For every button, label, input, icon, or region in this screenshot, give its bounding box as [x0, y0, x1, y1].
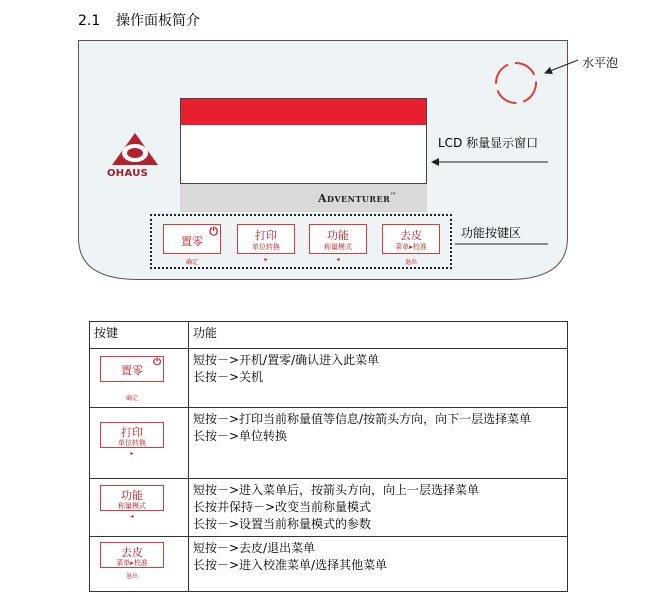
zero-key-label: 置零: [181, 235, 203, 248]
function-cell: [189, 408, 568, 479]
tare-key-image-below: 退出: [125, 573, 138, 580]
table-row: [90, 537, 568, 592]
zero-key-image: [100, 356, 164, 382]
function-line: 长按－>进入校准菜单/选择其他菜单: [193, 558, 388, 572]
table-row: [90, 349, 568, 408]
zero-key-below: 确定: [185, 259, 198, 266]
function-line: 长按－>关机: [193, 370, 264, 384]
brand-ohaus: OHAUS: [107, 168, 149, 179]
function-key-sub: 称量模式: [324, 243, 352, 251]
print-key-image: [100, 422, 164, 448]
function-key-image-label: 功能: [121, 489, 143, 502]
print-key-image-label: 打印: [121, 426, 143, 439]
function-key-label: 功能: [327, 229, 349, 242]
function-line: 短按－>开机/置零/确认进入此菜单: [193, 353, 380, 367]
header-key: 按键: [90, 322, 189, 349]
tare-key-image: [100, 542, 164, 568]
function-key[interactable]: [309, 224, 367, 254]
tare-key-below: 退出: [404, 259, 417, 266]
function-cell: [189, 349, 568, 408]
function-line: 短按－>进入菜单后，按箭头方向，向上一层选择菜单: [193, 483, 480, 497]
section-title: 操作面板简介: [116, 13, 200, 29]
zero-key-image-below: 确定: [125, 395, 138, 402]
function-line: 短按－>打印当前称量值等信息/按箭头方向，向下一层选择菜单: [193, 412, 532, 426]
print-key-arrow: ▸: [264, 256, 268, 263]
table-row: [90, 479, 568, 537]
function-cell: [189, 537, 568, 592]
function-key-arrow: ◂: [336, 256, 340, 263]
print-key-sub: 单位转换: [252, 243, 280, 251]
function-cell: [189, 479, 568, 537]
callout-level-bubble: 水平泡: [582, 56, 619, 70]
section-number: 2.1: [78, 13, 101, 29]
print-key[interactable]: [237, 224, 295, 254]
function-key-image: [100, 485, 164, 511]
zero-key[interactable]: [163, 224, 221, 254]
key-function-table: [89, 321, 568, 592]
function-key-image-sub: 称量模式: [118, 502, 146, 510]
zero-key-image-label: 置零: [121, 364, 143, 377]
tare-key-image-sub: 菜单▸校准: [116, 559, 148, 567]
tare-key-label: 去皮: [400, 229, 422, 242]
function-line: 长按并保持－>改变当前称量模式: [193, 500, 372, 514]
key-cell: [90, 537, 189, 592]
key-cell: [90, 479, 189, 537]
table-header-row: [90, 322, 568, 349]
tare-key[interactable]: [382, 224, 440, 254]
tare-key-image-label: 去皮: [121, 546, 143, 559]
key-cell: [90, 349, 189, 408]
print-key-label: 打印: [255, 229, 277, 242]
callout-key-area: 功能按键区: [461, 226, 522, 240]
key-cell: [90, 408, 189, 479]
tare-key-sub: 菜单▸校准: [395, 243, 427, 251]
function-line: 长按－>设置当前称量模式的参数: [193, 517, 372, 531]
callout-lcd: LCD 称量显示窗口: [438, 136, 539, 150]
header-function: 功能: [189, 322, 568, 349]
power-icon: ⏻: [209, 225, 218, 238]
print-key-image-sub: 单位转换: [118, 439, 146, 447]
model-name-text: Adventurer: [318, 192, 391, 205]
trademark: ™: [390, 192, 397, 199]
print-key-image-arrow: ▸: [130, 450, 134, 457]
table-row: [90, 408, 568, 479]
function-line: 长按－>单位转换: [193, 429, 288, 443]
function-key-image-arrow: ◂: [130, 513, 134, 520]
function-line: 短按－>去皮/退出菜单: [193, 541, 316, 555]
power-icon: ⏻: [153, 357, 161, 368]
